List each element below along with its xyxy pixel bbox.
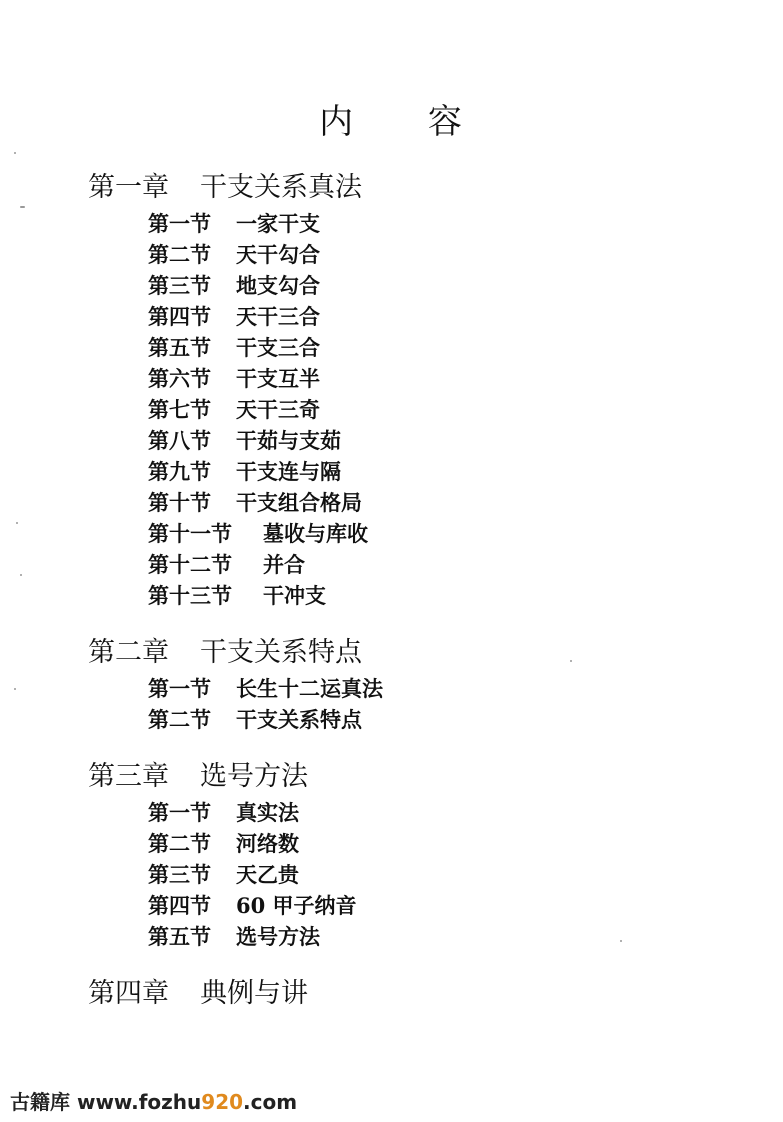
chapter-title: 选号方法 [200, 761, 308, 792]
section-title: 干冲支 [263, 583, 326, 608]
scan-speck [20, 206, 25, 208]
section-item[interactable] [148, 270, 728, 301]
section-item[interactable] [148, 890, 728, 921]
section-item[interactable] [148, 208, 728, 239]
section-title: 真实法 [236, 800, 299, 825]
section-item[interactable] [148, 456, 728, 487]
section-number: 第一节 [148, 676, 211, 701]
section-title: 干支三合 [236, 335, 320, 360]
section-title: 天干勾合 [236, 242, 320, 267]
scan-speck [16, 522, 18, 524]
section-list [88, 673, 728, 735]
section-number: 第五节 [148, 335, 211, 360]
section-title: 天干三奇 [236, 397, 320, 422]
section-item[interactable] [148, 239, 728, 270]
section-number: 第一节 [148, 800, 211, 825]
section-number: 第六节 [148, 366, 211, 391]
chapter-3 [88, 757, 728, 952]
section-number: 第十三节 [148, 583, 232, 608]
chapter-heading[interactable] [88, 974, 728, 1014]
section-title: 选号方法 [236, 924, 320, 949]
scan-speck [570, 660, 572, 662]
section-title: 天干三合 [236, 304, 320, 329]
chapter-1 [88, 168, 728, 611]
section-number: 第二节 [148, 242, 211, 267]
section-item[interactable] [148, 518, 728, 549]
chapter-title: 干支关系特点 [200, 637, 362, 668]
section-item[interactable] [148, 921, 728, 952]
section-item[interactable] [148, 704, 728, 735]
chapter-title: 典例与讲 [200, 978, 308, 1009]
scan-speck [620, 940, 622, 942]
chapter-4 [88, 974, 728, 1014]
section-item[interactable] [148, 673, 728, 704]
section-number: 第八节 [148, 428, 211, 453]
scan-speck [20, 574, 22, 576]
section-number: 第二节 [148, 831, 211, 856]
section-item[interactable] [148, 394, 728, 425]
section-item[interactable] [148, 549, 728, 580]
watermark-suffix: .com [243, 1090, 298, 1114]
section-title: 干茹与支茹 [236, 428, 341, 453]
chapter-heading[interactable] [88, 633, 728, 673]
watermark-prefix: 古籍库 www.fozhu [10, 1090, 202, 1114]
section-item[interactable] [148, 425, 728, 456]
chapter-number: 第一章 [88, 172, 169, 203]
chapter-title: 干支关系真法 [200, 172, 362, 203]
section-title: 地支勾合 [236, 273, 320, 298]
section-title: 一家干支 [236, 211, 320, 236]
page-title: 内 容 [319, 102, 494, 142]
scan-speck [14, 152, 16, 154]
chapter-number: 第四章 [88, 978, 169, 1009]
chapter-heading[interactable] [88, 757, 728, 797]
section-list [88, 208, 728, 611]
section-title: 天乙贵 [236, 862, 299, 887]
section-list [88, 797, 728, 952]
section-title: 干支关系特点 [236, 707, 362, 732]
section-title: 并合 [263, 552, 305, 577]
section-number: 第十二节 [148, 552, 232, 577]
section-title: 干支互半 [236, 366, 320, 391]
section-item[interactable] [148, 859, 728, 890]
section-number: 第五节 [148, 924, 211, 949]
section-number: 第四节 [148, 304, 211, 329]
section-number: 第二节 [148, 707, 211, 732]
section-item[interactable] [148, 363, 728, 394]
chapter-number: 第二章 [88, 637, 169, 668]
scan-speck [14, 688, 16, 690]
section-number: 第十一节 [148, 521, 232, 546]
section-title: 干支组合格局 [236, 490, 362, 515]
section-number: 第三节 [148, 862, 211, 887]
section-number: 第九节 [148, 459, 211, 484]
chapter-heading[interactable] [88, 168, 728, 208]
section-number: 第十节 [148, 490, 211, 515]
section-number: 第三节 [148, 273, 211, 298]
watermark-highlight: 920 [201, 1090, 244, 1114]
section-item[interactable] [148, 487, 728, 518]
section-number: 第七节 [148, 397, 211, 422]
section-title: 干支连与隔 [236, 459, 341, 484]
section-item[interactable] [148, 580, 728, 611]
chapter-number: 第三章 [88, 761, 169, 792]
section-title: 河络数 [236, 831, 299, 856]
section-item[interactable] [148, 797, 728, 828]
section-number: 第一节 [148, 211, 211, 236]
section-title: 60 甲子纳音 [236, 893, 357, 918]
section-item[interactable] [148, 332, 728, 363]
section-item[interactable] [148, 301, 728, 332]
table-of-contents [88, 168, 728, 1036]
section-title: 墓收与库收 [263, 521, 368, 546]
section-title: 长生十二运真法 [236, 676, 383, 701]
section-number: 第四节 [148, 893, 211, 918]
section-item[interactable] [148, 828, 728, 859]
chapter-2 [88, 633, 728, 735]
site-watermark [10, 1086, 297, 1115]
